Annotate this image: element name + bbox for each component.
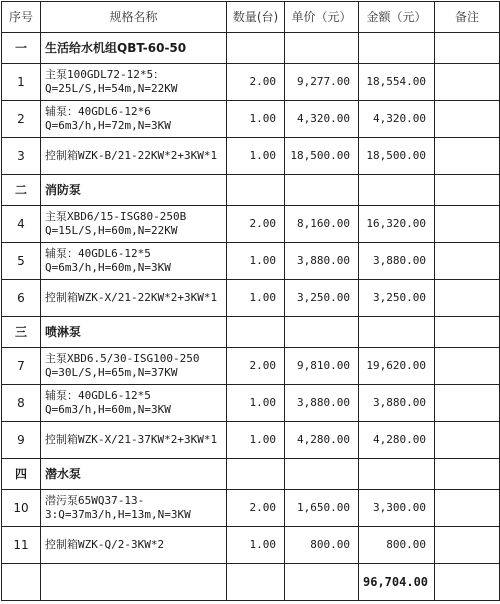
row-index: 1 — [2, 64, 41, 101]
row-index: 2 — [2, 101, 41, 138]
row-index: 9 — [2, 422, 41, 459]
section-row — [2, 175, 500, 206]
row-index: 8 — [2, 385, 41, 422]
total-row — [2, 564, 500, 601]
row-amount: 3,880.00 — [359, 385, 435, 422]
row-amount: 18,554.00 — [359, 64, 435, 101]
row-qty: 1.00 — [227, 385, 285, 422]
section-row — [2, 33, 500, 64]
total-spec — [41, 564, 227, 601]
header-spec: 规格名称 — [41, 2, 227, 33]
row-amount: 3,250.00 — [359, 280, 435, 317]
section-empty-cell — [227, 317, 285, 348]
row-note — [435, 243, 500, 280]
section-empty-cell — [359, 317, 435, 348]
total-price — [285, 564, 359, 601]
spec-line-1: 控制箱WZK-X/21-22KW*2+3KW*1 — [45, 291, 218, 304]
spec-line-2: 3:Q=37m3/h,H=13m,N=3KW — [45, 508, 191, 521]
section-index: 三 — [2, 317, 41, 348]
row-qty: 1.00 — [227, 422, 285, 459]
row-amount: 4,320.00 — [359, 101, 435, 138]
row-unit-price: 3,880.00 — [285, 385, 359, 422]
row-unit-price: 9,810.00 — [285, 348, 359, 385]
row-note — [435, 280, 500, 317]
row-amount: 19,620.00 — [359, 348, 435, 385]
spec-line-1: 控制箱WZK-X/21-37KW*2+3KW*1 — [45, 433, 218, 446]
section-empty-cell — [435, 33, 500, 64]
row-amount: 3,880.00 — [359, 243, 435, 280]
section-index: 四 — [2, 459, 41, 490]
row-spec — [41, 280, 227, 317]
table-row — [2, 490, 500, 527]
row-index: 3 — [2, 138, 41, 175]
total-qty — [227, 564, 285, 601]
section-empty-cell — [435, 175, 500, 206]
row-index: 11 — [2, 527, 41, 564]
section-empty-cell — [227, 33, 285, 64]
row-unit-price: 3,880.00 — [285, 243, 359, 280]
header-qty: 数量(台) — [227, 2, 285, 33]
section-empty-cell — [359, 459, 435, 490]
section-title: 消防泵 — [41, 175, 227, 206]
table-row — [2, 206, 500, 243]
quotation-table — [1, 1, 500, 601]
spec-line-2: Q=25L/S,H=54m,N=22KW — [45, 82, 178, 95]
spec-line-1: 辅泵：40GDL6-12*5 — [45, 389, 151, 402]
row-spec — [41, 490, 227, 527]
section-empty-cell — [435, 459, 500, 490]
spec-line-1: 潜污泵65WQ37-13- — [45, 494, 145, 507]
table-row — [2, 101, 500, 138]
spec-line-2: Q=6m3/h,H=72m,N=3KW — [45, 119, 171, 132]
section-empty-cell — [285, 33, 359, 64]
spec-line-1: 主泵XBD6/15-ISG80-250B — [45, 210, 187, 223]
section-title: 潜水泵 — [41, 459, 227, 490]
row-index: 7 — [2, 348, 41, 385]
header-row — [2, 2, 500, 33]
row-qty: 2.00 — [227, 490, 285, 527]
header-index: 序号 — [2, 2, 41, 33]
section-empty-cell — [285, 317, 359, 348]
table-row — [2, 385, 500, 422]
spec-line-1: 主泵100GDL72-12*5： — [45, 68, 165, 81]
table-row — [2, 138, 500, 175]
row-qty: 2.00 — [227, 206, 285, 243]
section-index: 二 — [2, 175, 41, 206]
row-note — [435, 527, 500, 564]
row-note — [435, 348, 500, 385]
section-title: 生活给水机组QBT-60-50 — [41, 33, 227, 64]
row-index: 6 — [2, 280, 41, 317]
row-unit-price: 8,160.00 — [285, 206, 359, 243]
total-amount: 96,704.00 — [359, 564, 435, 601]
header-amount: 金额（元） — [359, 2, 435, 33]
row-unit-price: 9,277.00 — [285, 64, 359, 101]
row-qty: 2.00 — [227, 64, 285, 101]
spec-line-1: 辅泵：40GDL6-12*5 — [45, 247, 151, 260]
row-spec — [41, 206, 227, 243]
row-unit-price: 18,500.00 — [285, 138, 359, 175]
row-amount: 18,500.00 — [359, 138, 435, 175]
section-empty-cell — [359, 175, 435, 206]
section-row — [2, 459, 500, 490]
section-empty-cell — [227, 459, 285, 490]
section-empty-cell — [359, 33, 435, 64]
spec-line-1: 控制箱WZK-Q/2-3KW*2 — [45, 538, 165, 551]
row-amount: 16,320.00 — [359, 206, 435, 243]
row-note — [435, 422, 500, 459]
row-index: 5 — [2, 243, 41, 280]
total-index — [2, 564, 41, 601]
spec-line-1: 控制箱WZK-B/21-22KW*2+3KW*1 — [45, 149, 218, 162]
row-note — [435, 101, 500, 138]
row-note — [435, 385, 500, 422]
row-spec — [41, 422, 227, 459]
section-empty-cell — [227, 175, 285, 206]
row-amount: 3,300.00 — [359, 490, 435, 527]
row-note — [435, 206, 500, 243]
row-spec — [41, 101, 227, 138]
table-row — [2, 422, 500, 459]
row-note — [435, 138, 500, 175]
row-qty: 1.00 — [227, 243, 285, 280]
row-note — [435, 64, 500, 101]
spec-line-1: 主泵XBD6.5/30-ISG100-250 — [45, 352, 200, 365]
row-spec — [41, 348, 227, 385]
row-unit-price: 4,320.00 — [285, 101, 359, 138]
spec-line-2: Q=15L/S,H=60m,N=22KW — [45, 224, 178, 237]
row-amount: 4,280.00 — [359, 422, 435, 459]
row-amount: 800.00 — [359, 527, 435, 564]
table-row — [2, 280, 500, 317]
row-qty: 1.00 — [227, 280, 285, 317]
section-index: 一 — [2, 33, 41, 64]
header-unit-price: 单价（元） — [285, 2, 359, 33]
row-unit-price: 800.00 — [285, 527, 359, 564]
section-empty-cell — [285, 459, 359, 490]
section-empty-cell — [435, 317, 500, 348]
table-body — [2, 33, 500, 564]
section-title: 喷淋泵 — [41, 317, 227, 348]
row-qty: 2.00 — [227, 348, 285, 385]
row-spec — [41, 527, 227, 564]
row-qty: 1.00 — [227, 101, 285, 138]
row-index: 10 — [2, 490, 41, 527]
row-unit-price: 4,280.00 — [285, 422, 359, 459]
row-spec — [41, 138, 227, 175]
table-row — [2, 527, 500, 564]
row-unit-price: 3,250.00 — [285, 280, 359, 317]
row-spec — [41, 64, 227, 101]
row-spec — [41, 385, 227, 422]
row-qty: 1.00 — [227, 138, 285, 175]
spec-line-2: Q=30L/S,H=65m,N=37KW — [45, 366, 178, 379]
total-note — [435, 564, 500, 601]
spec-line-2: Q=6m3/h,H=60m,N=3KW — [45, 403, 171, 416]
table-row — [2, 348, 500, 385]
row-index: 4 — [2, 206, 41, 243]
header-note: 备注 — [435, 2, 500, 33]
row-spec — [41, 243, 227, 280]
row-unit-price: 1,650.00 — [285, 490, 359, 527]
table-row — [2, 243, 500, 280]
row-qty: 1.00 — [227, 527, 285, 564]
row-note — [435, 490, 500, 527]
table-row — [2, 64, 500, 101]
spec-line-1: 辅泵：40GDL6-12*6 — [45, 105, 151, 118]
section-row — [2, 317, 500, 348]
section-empty-cell — [285, 175, 359, 206]
spec-line-2: Q=6m3/h,H=60m,N=3KW — [45, 261, 171, 274]
